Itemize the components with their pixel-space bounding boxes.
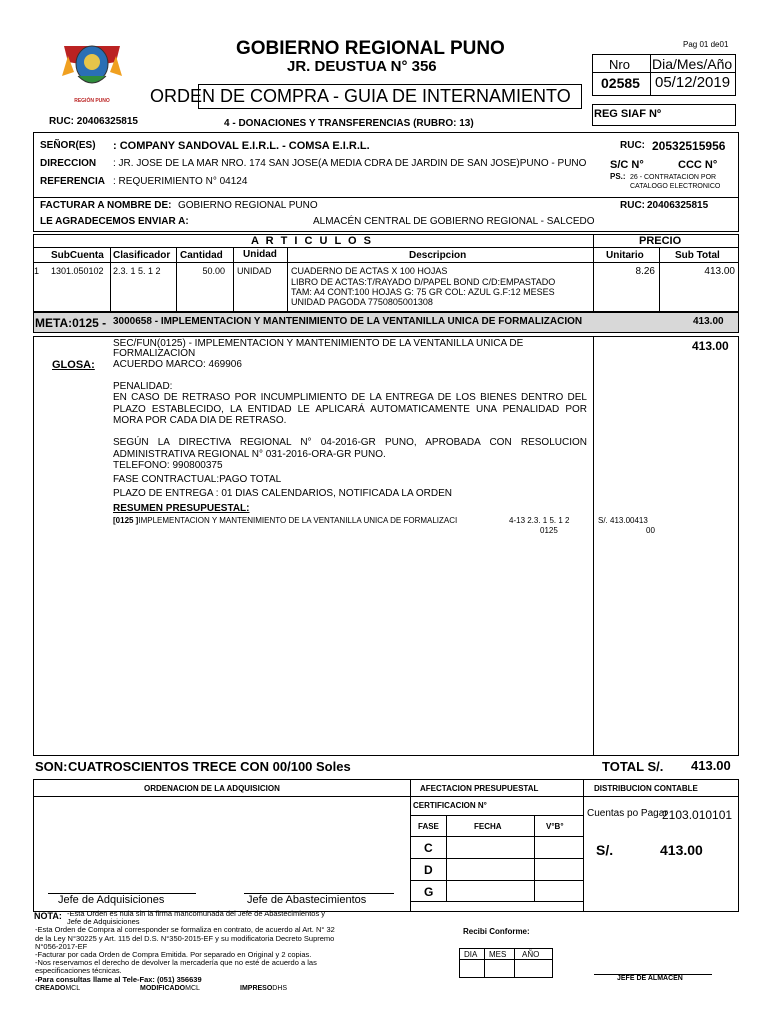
enviar-destination: ALMACÉN CENTRAL DE GOBIERNO REGIONAL - SALCEDO bbox=[313, 216, 595, 227]
page-number: 01 bbox=[699, 40, 709, 49]
row-cantidad: 50.00 bbox=[202, 266, 225, 276]
recibi-label: Recibi Conforme: bbox=[463, 927, 530, 936]
modificado-value: MCL bbox=[185, 985, 200, 992]
anio-label: AÑO bbox=[522, 950, 540, 959]
total-label: TOTAL S/. bbox=[602, 759, 664, 774]
row-subtotal: 413.00 bbox=[704, 266, 735, 277]
modificado bbox=[140, 985, 200, 992]
row-unidad: UNIDAD bbox=[237, 266, 272, 276]
impreso bbox=[240, 985, 287, 992]
supplier-address: : JR. JOSE DE LA MAR NRO. 174 SAN JOSE(A MEDIA CDRA DE JARDIN DE SAN JOSE)PUNO - PUNO bbox=[113, 158, 587, 169]
ps-text: 26 - CONTRATACION POR CATALOGO ELECTRONICO bbox=[630, 174, 721, 190]
rubro: 4 - DONACIONES Y TRANSFERENCIAS (RUBRO: 13) bbox=[224, 118, 474, 129]
logo-text: REGIÓN PUNO bbox=[74, 98, 110, 104]
col-cantidad: Cantidad bbox=[180, 250, 223, 261]
col-unitario: Unitario bbox=[606, 250, 644, 261]
resumen-label: RESUMEN PRESUPUESTAL: bbox=[113, 503, 250, 514]
supplier-ruc-label: RUC: bbox=[620, 140, 645, 151]
col-descripcion: Descripcion bbox=[409, 250, 467, 261]
col-unidad: Unidad bbox=[243, 249, 277, 260]
meta-text: 3000658 - IMPLEMENTACION Y MANTENIMIENTO DE LA VENTANILLA UNICA DE FORMALIZACION bbox=[113, 316, 583, 327]
jefe-abastecimientos: Jefe de Abastecimientos bbox=[247, 894, 367, 906]
nota-text bbox=[35, 910, 407, 984]
son-label: SON: bbox=[35, 759, 68, 774]
row-clasificador: 2.3. 1 5. 1 2 bbox=[113, 266, 161, 276]
row-unitario: 8.26 bbox=[635, 266, 655, 277]
total-amount: 413.00 bbox=[691, 758, 731, 773]
fase-c: C bbox=[424, 841, 433, 855]
nota-line: de la Ley N°30225 y Art. 115 del D.S. N°350-2015-EF y su modificatoria Decreto Supremo bbox=[35, 933, 335, 943]
fecha-label: FECHA bbox=[474, 822, 502, 831]
col-subtotal: Sub Total bbox=[675, 250, 720, 261]
jefe-almacen: JEFE DE ALMACEN bbox=[617, 975, 683, 982]
glosa-telefono: TELEFONO: 990800375 bbox=[113, 460, 223, 471]
row-descripcion-2: LIBRO DE ACTAS:T/RAYADO D/PAPEL BOND C/D:EMPASTADO bbox=[291, 277, 556, 287]
glosa-acuerdo: ACUERDO MARCO: 469906 bbox=[113, 359, 242, 370]
referencia-label: REFERENCIA bbox=[40, 176, 106, 187]
nota-line: -Esta Orden de Compra al corresponder se formaliza en contrato, de acuerdo al Art. N° 32 bbox=[35, 925, 335, 935]
vb-label: V°B° bbox=[546, 822, 564, 831]
nota-line: -Esta Orden es nula sin la firma mancomunada del Jefe de Abastecimientos y bbox=[67, 909, 326, 918]
order-date: 05/12/2019 bbox=[655, 74, 731, 91]
nota-line: especificaciones técnicas. bbox=[35, 966, 122, 976]
row-descripcion-4: UNIDAD PAGODA 7750805001308 bbox=[291, 297, 433, 307]
creado bbox=[35, 985, 80, 992]
glosa-fase: FASE CONTRACTUAL:PAGO TOTAL bbox=[113, 474, 282, 485]
glosa-directiva: SEGÚN LA DIRECTIVA REGIONAL N° 04-2016-GR PUNO, APROBADA CON RESOLUCION ADMINISTRATIVA REGIONAL N° 031-2016-ORA-GR PUNO. bbox=[113, 437, 587, 460]
mes-label: MES bbox=[489, 950, 507, 959]
glosa-amount: 413.00 bbox=[692, 339, 729, 353]
glosa-penalidad-label: PENALIDAD: bbox=[113, 381, 173, 392]
resumen-amount-2: 00 bbox=[646, 526, 655, 535]
afectacion-label: AFECTACION PRESUPUESTAL bbox=[420, 784, 539, 793]
row-descripcion-3: TAM: A4 CONT:100 HOJAS G: 75 GR COL: AZUL G.F:12 MESES bbox=[291, 287, 555, 297]
articulos-label: A R T I C U L O S bbox=[251, 235, 374, 247]
jefe-adquisiciones: Jefe de Adquisiciones bbox=[58, 894, 165, 906]
facturar-ruc: 20406325815 bbox=[647, 200, 709, 211]
senores-label: SEÑOR(ES) bbox=[40, 140, 96, 151]
org-address: JR. DEUSTUA N° 356 bbox=[287, 58, 437, 75]
fase-label: FASE bbox=[418, 822, 439, 831]
nota-line: -Facturar por cada Orden de Compra Emitida. Por separado en Original y 2 copias. bbox=[35, 950, 312, 960]
resumen-line bbox=[113, 516, 457, 525]
row-number: 1 bbox=[34, 266, 40, 276]
cuentas-label: Cuentas po Pagar bbox=[587, 808, 668, 819]
fase-g: G bbox=[424, 885, 434, 899]
ccc-label: CCC N° bbox=[678, 159, 718, 171]
facturar-label: FACTURAR A NOMBRE DE: bbox=[40, 200, 172, 211]
facturar-name: GOBIERNO REGIONAL PUNO bbox=[178, 200, 318, 211]
meta-label: META:0125 - bbox=[35, 316, 107, 330]
region-logo bbox=[60, 36, 124, 104]
reg-siaf-label: REG SIAF Nº bbox=[594, 108, 661, 120]
nota-line: Jefe de Adquisiciones bbox=[67, 917, 140, 927]
org-title: GOBIERNO REGIONAL PUNO bbox=[236, 38, 505, 59]
document-title: ORDEN DE COMPRA - GUIA DE INTERNAMIENTO bbox=[150, 86, 571, 106]
creado-value: MCL bbox=[65, 985, 81, 992]
modificado-label: MODIFICADO bbox=[140, 985, 186, 992]
resumen-text: IMPLEMENTACION Y MANTENIMIENTO DE LA VENTANILLA UNICA DE FORMALIZACI bbox=[138, 516, 458, 525]
distribucion-label: DISTRIBUCION CONTABLE bbox=[594, 784, 698, 793]
direccion-label: DIRECCION bbox=[40, 158, 97, 169]
glosa-secfun: SEC/FUN(0125) - IMPLEMENTACION Y MANTENIMIENTO DE LA VENTANILLA UNICA DE FORMALIZACION bbox=[113, 338, 524, 359]
document-title-frame bbox=[198, 84, 582, 109]
certificacion-label: CERTIFICACION N° bbox=[413, 801, 487, 810]
page-of: de bbox=[710, 40, 720, 49]
supplier-ruc: 20532515956 bbox=[652, 139, 726, 153]
resumen-meta-2: 0125 bbox=[540, 526, 558, 535]
col-clasificador: Clasificador bbox=[113, 250, 171, 261]
precio-label: PRECIO bbox=[639, 235, 682, 247]
enviar-label: LE AGRADECEMOS ENVIAR A: bbox=[40, 216, 189, 227]
creado-label: CREADO bbox=[35, 985, 66, 992]
fase-d: D bbox=[424, 863, 433, 877]
ps-label: PS.: bbox=[610, 172, 626, 181]
date-label: Dia/Mes/Año bbox=[652, 56, 733, 72]
sol-amount: 413.00 bbox=[660, 842, 703, 858]
son-text: CUATROSCIENTOS TRECE CON 00/100 Soles bbox=[68, 759, 351, 774]
impreso-label: IMPRESO bbox=[240, 985, 273, 992]
col-subcuenta: SubCuenta bbox=[51, 250, 104, 261]
ordenacion-label: ORDENACION DE LA ADQUISICION bbox=[144, 784, 280, 793]
resumen-code: [0125 ] bbox=[113, 516, 139, 525]
resumen-meta: 4-13 2.3. 1 5. 1 2 bbox=[509, 516, 570, 525]
sol-label: S/. bbox=[596, 842, 614, 858]
page-label: Pag bbox=[683, 40, 698, 49]
cuentas-code: 2103.010101 bbox=[662, 808, 733, 822]
glosa-label: GLOSA: bbox=[52, 359, 95, 371]
consultas: -Para consultas llame al Tele-Fax: (051) 356639 bbox=[35, 974, 202, 984]
supplier-name: : COMPANY SANDOVAL E.I.R.L. - COMSA E.I.R.L. bbox=[113, 140, 370, 152]
order-number: 02585 bbox=[601, 75, 640, 91]
page-indicator bbox=[683, 40, 728, 49]
glosa-penalidad: EN CASO DE RETRASO POR INCUMPLIMIENTO DE LA ENTREGA DE LOS BIENES DENTRO DEL PLAZO ESTABLECIDO, LA ENTIDAD LE APLICARÁ AUTOMATICAMENTE UNA PENALIDAD POR MORA POR CADA DIA DE RETRASO. bbox=[113, 392, 587, 426]
facturar-ruc-label: RUC: bbox=[620, 200, 645, 211]
glosa-plazo: PLAZO DE ENTREGA : 01 DIAS CALENDARIOS, NOTIFICADA LA ORDEN bbox=[113, 488, 452, 499]
nota-line: N°056-2017-EF bbox=[35, 941, 88, 951]
meta-amount: 413.00 bbox=[693, 316, 724, 327]
nota-line: -Nos reservamos el derecho de devolver la mercadería que no esté de acuerdo a las bbox=[35, 958, 317, 968]
nro-label: Nro bbox=[609, 57, 630, 72]
header-ruc: RUC: 20406325815 bbox=[49, 116, 138, 127]
dia-label: DIA bbox=[464, 950, 478, 959]
row-descripcion-1: CUADERNO DE ACTAS X 100 HOJAS bbox=[291, 266, 448, 276]
resumen-amount: S/. 413.00413 bbox=[598, 516, 648, 525]
sc-label: S/C N° bbox=[610, 159, 644, 171]
page-total: 01 bbox=[719, 40, 729, 49]
nota-label: NOTA: bbox=[34, 911, 62, 921]
row-subcuenta: 1301.050102 bbox=[51, 266, 104, 276]
impreso-value: DHS bbox=[272, 985, 288, 992]
referencia: : REQUERIMIENTO N° 04124 bbox=[113, 176, 248, 187]
